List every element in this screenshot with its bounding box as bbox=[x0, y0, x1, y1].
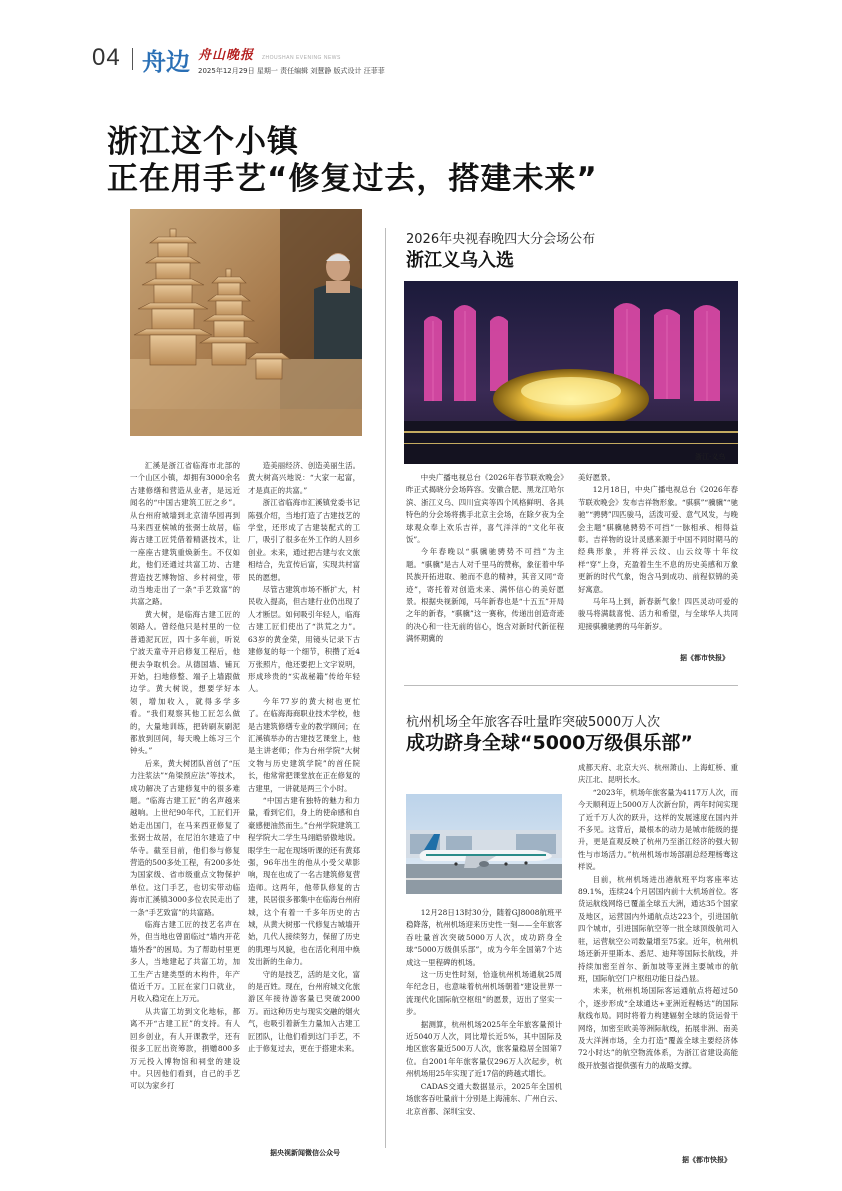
paragraph: 马年马上到，新春新气象！四匹灵动可爱的骏马将满载喜悦、活力和希望，与全球华人共同迎接骐骥驰骋的马年新岁。 bbox=[578, 597, 738, 631]
paragraph: 成都天府、北京大兴、杭州萧山、上海虹桥、重庆江北、昆明长水。 bbox=[578, 763, 738, 785]
paragraph: 这一历史性时刻，恰逢杭州机场通航25周年纪念日，也意味着杭州机场朝着“建设世界一流现代化国际航空枢纽”的愿景，迈出了坚实一步。 bbox=[406, 970, 562, 1017]
story2-column-2 bbox=[578, 472, 738, 633]
paragraph: 浙江省临海市汇溪镇党委书记陈强介绍，当地打造了古建技艺的学堂，还形成了古建装配式的工厂，吸引了很多在外工作的人回乡创业。未来，通过把古建与农文旅相结合，先宣传后富，实现共村富民的愿想。 bbox=[248, 498, 360, 582]
paragraph: 未来，杭州机场国际客运通航点将超过50个，逐步形成“全球通达+亚洲近程畅达”的国际航线布局。同时将着力构建辐射全球的货运骨干网络，加密至欧美等洲际航线，拓展非洲、南美及大洋洲市场，全力打造“覆盖全球主要经济体72小时达”的航空物流体系，为浙江省建设高能级开放强省提供强有力的战略支撑。 bbox=[578, 986, 738, 1070]
newspaper-logo: 舟山晚报 bbox=[198, 48, 255, 63]
paragraph: “中国古建有独特的魅力和力量，看到它们，身上的使命感和自豪感便油然而生。”台州学院建筑工程学院大二学生马翊皓骄傲地说。眼学生一起在现场听课的还有黄郑强，96年出生的他从小受父辈影响，现在也成了一名古建筑修复营造师。这两年，他带队修复的古建，民居很多都集中在临海台州府城，这个有着一千多年历史的古城，从黄大树那一代修复古城墙开始，几代人接续努力，保留了历史的肌理与风貌，也在活化利用中焕发出新的生命力。 bbox=[248, 795, 360, 967]
paragraph: 临海古建工匠的技艺名声在外，但当地也曾面临过“墙内开花墙外香”的困局。为了帮助村里更多人，当地建起了共富工坊，加工生产古建类型的木构件，年产值近千万。工匠在家门口就业，月收入稳定在上万元。 bbox=[130, 920, 240, 1004]
paragraph: 后来，黄大树团队首创了“压力注浆法”“角梁预应法”等技术，成功解决了古建修复中的很多难题。“临海古建工匠”的名声越来越响。上世纪90年代，工匠们开始走出国门，在马来西亚修复了张弼士故居，在尼泊尔建造了中华寺。截至目前，他们参与修复营造的500多处工程，有200多处为国家级、省市级重点文物保护单位。这门手艺，也切实带动临海市汇溪镇3000多位农民走出了一条“手艺致富”的共富路。 bbox=[130, 758, 240, 917]
lead-source-credit: 据央视新闻微信公众号 bbox=[270, 1149, 340, 1157]
story2-column-1 bbox=[406, 472, 564, 646]
paragraph: 中央广播电视总台《2026年春节联欢晚会》昨正式揭晓分会场阵容。安徽合肥、黑龙江哈尔滨、浙江义乌、四川宜宾等四个风格鲜明、各具特色的分会场将携手北京主会场，在除夕夜为全球观众奉上欢乐吉祥，喜气洋洋的“文化年夜饭”。 bbox=[406, 473, 564, 545]
story3-subtitle: 杭州机场全年旅客吞吐量昨突破5000万人次 bbox=[406, 715, 661, 730]
paragraph: 造美丽经济、创造美丽生活。黄大树高兴地说：“大家一起富，才是真正的共富。” bbox=[248, 461, 360, 495]
paragraph: 美好愿景。 bbox=[578, 473, 615, 482]
story2-source-credit: 据《都市快报》 bbox=[680, 654, 729, 662]
paragraph: 据测算，杭州机场2025年全年旅客量预计近5040万人次，同比增长近5%，其中国际及地区旅客量近500万人次，旅客量稳居全国第7位。自2001年年旅客量仅296万人次起步，杭州机场用25年实现了近17倍的跨越式增长。 bbox=[406, 1019, 562, 1079]
lead-article-column-2 bbox=[248, 460, 360, 1056]
dateline: 2025年12月29日 星期一 责任编辑 刘慧静 版式设计 汪菲菲 bbox=[198, 67, 385, 75]
section-title: 舟边 bbox=[142, 47, 190, 76]
paragraph: 守的是技艺，活的是文化，富的是百姓。现在，台州府城文化旅游区年接待游客量已突破2000万。而这种历史与现实交融的烟火气，也吸引着新生力量加入古建工匠团队，让他们看到这门手艺，不止于修复过去，更在于搭建未来。 bbox=[248, 969, 360, 1054]
paragraph: “2023年，机场年旅客量为4117万人次，而今天顺利迈上5000万人次新台阶，两年时间实现了近千万人次的跃升，这样的发展速度在国内并不多见。这背后，最根本的动力是城市能级的提升，更是直观反映了杭州乃至浙江经济的强大韧性与市场活力。”杭州机场市场部副总经理杨骞这样说。 bbox=[578, 787, 738, 872]
paragraph: 汇溪是浙江省临海市北部的一个山区小镇，却拥有3000余名古建修缮和营造从业者，是远近闻名的“中国古建筑工匠之乡”。从台州府城墙到北京清华园再到马来西亚槟城的张弼士故居，临海古建工匠凭借着精湛技术，让一座座古建筑重焕新生。不仅如此，他们还通过共富工坊、古建营造技艺博物馆、乡村祠堂，带动当地走出了一条“手艺致富”的共富之路。 bbox=[130, 461, 240, 607]
story3-column-1 bbox=[406, 907, 562, 1118]
craftsman-pagoda-photo bbox=[130, 209, 362, 436]
paragraph: 今年春晚以“骐骥驰骋势不可挡”为主题。“骐骥”是古人对千里马的赞称，象征着中华民族开拓进取、驰而不息的精神，其音又同“奇迹”，寄托着对创造未来、满怀信心的美好愿景。根据央视新闻，马年新春也是“十五五”开局之年的新春，“骐骥”这一赛称，传递出创造奇迹的决心和一往无前的信心，饱含对新时代新征程满怀期冀的 bbox=[406, 547, 564, 644]
lead-headline-line2: 正在用手艺“修复过去，搭建未来” bbox=[107, 161, 598, 197]
header-divider bbox=[132, 48, 133, 70]
story3-column-2 bbox=[578, 762, 738, 1072]
story-divider bbox=[404, 685, 738, 686]
paragraph: 黄大树，是临海古建工匠的领路人。曾经他只是村里的一位普通泥瓦匠，四十多年前，听说宁波天童寺开启修复工程后，他便去争取机会。从德国墙、铺瓦开始，扫地修整、端子上墙跟做边学。黄大树说，想要学好本领，增加收入，就得多学多看。“我们观察其他工匠怎么做的，大量地训练，把砖刷灰刷泥都放到回间，每天晚上练习三个钟头。” bbox=[130, 609, 240, 756]
paragraph: 尽管古建筑市场不断扩大，村民收入提高，但古建行业仍出现了人才断层。如何吸引年轻人，临海古建工匠们使出了“洪荒之力”。63岁的黄金荣，用镜头记录下古建修复的每一个细节，积攒了近4万张照片，他还要把上文字说明，形成珍贵的“实战秘籍”传给年轻人。 bbox=[248, 585, 360, 694]
paragraph: 目前，杭州机场进出港航班平均客座率达89.1%，连续24个月居国内前十大机场首位。客货运航线网络已覆盖全球五大洲，通达35个国家及地区，运营国内外通航点达223个，引进国航四个城市，引进国际航空等一批全球顶级航司入驻，运营航空公司数量增至75家。近年，杭州机场还新开里斯本、悉尼、迪拜等国际长航线，并持续加密至首尔、新加坡等亚洲主要城市的航班，国际航空门户枢纽功能日益凸显。 bbox=[578, 874, 738, 983]
lead-article-column-1 bbox=[130, 460, 240, 1093]
paragraph: 12月28日13时30分，随着GJ8008航班平稳降落，杭州机场迎来历史性一刻——全年旅客吞吐量首次突破5000万人次，成功跻身全球“5000万级俱乐部”，成为今年全国第7个达成这一里程碑的机场。 bbox=[406, 908, 562, 967]
newspaper-logo-en: ZHOUSHAN EVENING NEWS bbox=[262, 55, 341, 61]
yiwu-night-venue-photo bbox=[404, 281, 738, 464]
airplane-photo bbox=[406, 794, 562, 894]
paragraph: 12月18日，中央广播电视总台《2026年春节联欢晚会》发布吉祥物形象。“骐骐”“骥骥”“驰驰”“骋骋”四匹骏马，活泼可爱、意气风发，与晚会主题“骐骥驰骋势不可挡”一脉相承、相得益彰。吉祥物的设计灵感来源于中国不同时期马的经典形象，并将祥云纹、山云纹等十年纹样“穿”上身，充盈着生生不息的历史美感和万象更新的时代气象，饱含马到成功、前程似锦的美好寓意。 bbox=[578, 485, 738, 594]
column-divider bbox=[385, 228, 386, 1148]
story2-photo-caption: 浙江·义乌 bbox=[695, 453, 726, 461]
lead-headline-line1: 浙江这个小镇 bbox=[107, 124, 299, 160]
paragraph: 从共富工坊到文化地标，都离不开“古建工匠”的支持。有人回乡创业，有人开课教学，还有很多工匠出资筹款，捐赠800多万元投入博物馆和祠堂的建设中。只因他们看到，自己的手艺可以为家乡打 bbox=[130, 1006, 240, 1091]
story2-subtitle: 2026年央视春晚四大分会场公布 bbox=[406, 232, 596, 247]
page-number: 04 bbox=[92, 44, 121, 71]
paragraph: CADAS交通大数据显示，2025年全国机场旅客吞吐量前十分别是上海浦东、广州白云、北京首都、深圳宝安、 bbox=[406, 1081, 562, 1116]
story3-title: 成功跻身全球“5000万级俱乐部” bbox=[406, 732, 693, 754]
paragraph: 今年77岁的黄大树也更忙了。在临海海商职业技术学校，他是古建筑修缮专业的教学顾问；在汇溪镇举办的古建技艺课堂上，他是主讲老师；作为台州学院“大树文物与历史建筑学院”的首任院长，他常常把课堂放在正在修复的古建里，一讲就是两三个小时。 bbox=[248, 696, 360, 793]
story2-title: 浙江义乌入选 bbox=[406, 250, 514, 271]
story3-source-credit: 据《都市快报》 bbox=[682, 1156, 731, 1164]
